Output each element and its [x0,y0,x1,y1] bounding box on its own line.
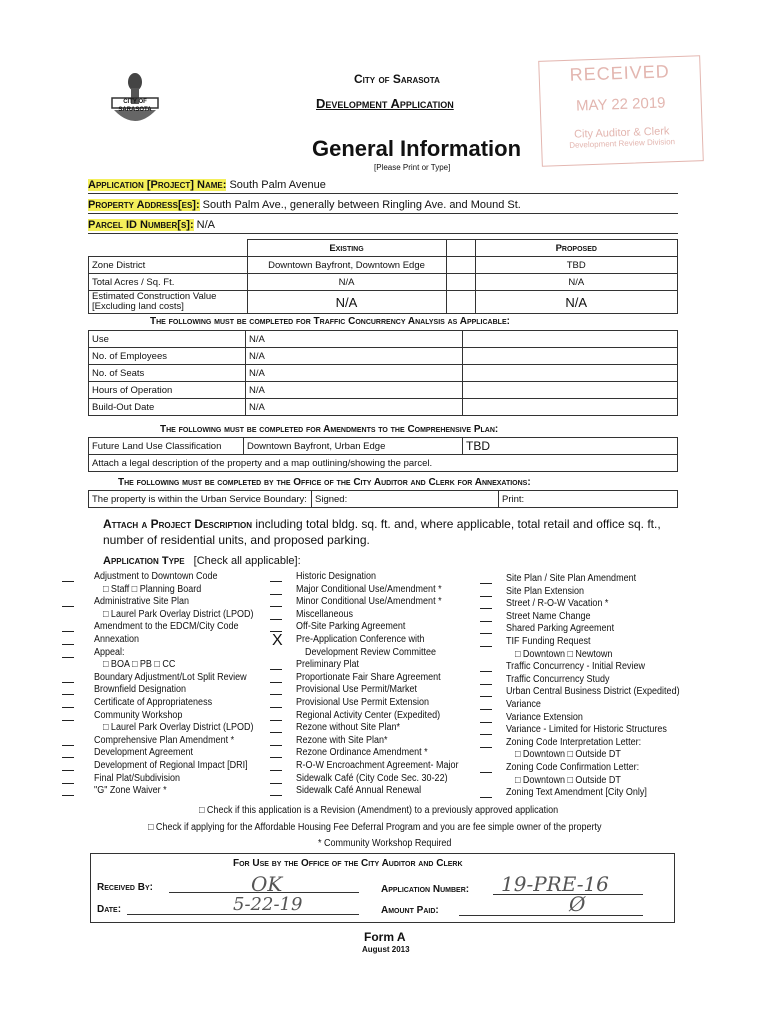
app-type-option[interactable]: □ Laurel Park Overlay District (LPOD) [103,608,254,620]
annex-signed[interactable]: Signed: [312,491,499,508]
check-blank[interactable] [62,694,74,695]
app-type-option[interactable]: "G" Zone Waiver * [94,785,167,797]
col-existing-header: Existing [247,240,446,257]
row-label: Total Acres / Sq. Ft. [89,274,248,291]
zoning-table [88,239,678,314]
check-blank[interactable] [480,696,492,697]
comp-plan-table [88,437,678,472]
app-type-option[interactable]: □ Staff □ Planning Board [103,583,202,595]
app-type-option[interactable]: Site Plan / Site Plan Amendment [506,573,637,584]
stamp-received: RECEIVED [569,61,671,85]
office-heading: For Use by the Office of the City Auditor and Clerk [233,858,463,869]
project-name-row [88,179,678,194]
table-row [89,291,678,314]
project-name-label: Application [Project] Name: [88,179,227,191]
app-type-option[interactable]: Development of Regional Impact [DRI] [94,759,248,771]
app-type-option[interactable]: Zoning Code Interpretation Letter: [506,736,642,748]
annex-print[interactable]: Print: [499,491,678,508]
future-land-use-existing[interactable]: Downtown Bayfront, Urban Edge [244,438,463,455]
check-blank[interactable] [480,797,492,798]
row-label: No. of Seats [89,365,246,382]
app-type-option[interactable]: Regional Activity Center (Expedited) [296,709,441,721]
check-blank[interactable] [480,709,492,710]
check-blank[interactable] [270,682,282,683]
check-blank[interactable] [270,619,282,620]
app-type-column-3 [506,573,680,800]
table-row [89,399,678,416]
table-row [89,274,678,291]
stamp-office: City Auditor & Clerk [573,125,670,141]
check-blank[interactable] [62,644,74,645]
app-type-option[interactable]: Preliminary Plat [296,659,360,671]
app-type-option[interactable]: □ Downtown □ Newtown [515,648,613,660]
check-blank[interactable] [62,770,74,771]
check-blank[interactable] [480,772,492,773]
app-type-option[interactable]: Variance - Limited for Historic Structures [506,724,667,736]
check-blank[interactable] [62,581,74,582]
check-blank[interactable] [480,646,492,647]
office-use-box [90,853,675,923]
app-type-option[interactable]: Traffic Concurrency Study [506,673,610,685]
page-subtitle: [Please Print or Type] [374,163,451,172]
app-type-option[interactable]: R-O-W Encroachment Agreement- Major [296,759,459,771]
app-type-option[interactable]: □ Laurel Park Overlay District (LPOD) [103,722,254,734]
app-type-option[interactable]: Certificate of Appropriateness [94,696,213,708]
future-land-use-label: Future Land Use Classification [89,438,244,455]
app-type-option[interactable]: Rezone without Site Plan* [296,722,401,734]
app-type-column-1 [94,571,253,798]
comp-plan-heading: The following must be completed for Amendments to the Comprehensive Plan: [160,424,499,435]
proposed-value[interactable]: TBD [475,257,678,274]
app-type-option[interactable]: Urban Central Business District (Expedited) [506,686,680,698]
check-blank[interactable] [480,608,492,609]
row-label: Hours of Operation [89,382,246,399]
revision-checkbox[interactable]: □ Check if this application is a Revision (Amendment) to a previously approved application [199,805,559,816]
check-blank[interactable] [480,621,492,622]
app-type-option[interactable]: Street Name Change [506,610,591,622]
amount-paid-label: Amount Paid: [381,905,439,916]
parcel-id-row [88,219,678,234]
app-type-option[interactable]: Traffic Concurrency - Initial Review [506,661,646,673]
app-type-option[interactable]: Shared Parking Agreement [506,623,615,635]
page-title: General Information [312,136,522,161]
check-blank[interactable] [270,757,282,758]
app-type-option[interactable]: Provisional Use Permit/Market [296,684,418,696]
annex-heading: The following must be completed by the Office of the City Auditor and Clerk for Annexations: [118,477,531,488]
row-value[interactable]: N/A [246,348,463,365]
check-blank[interactable] [480,747,492,748]
check-blank[interactable] [480,684,492,685]
app-type-option[interactable]: □ Downtown □ Outside DT [515,749,621,761]
department-name: Development Application [316,96,454,111]
city-name: City of Sarasota [354,72,440,86]
property-address-value[interactable]: South Palm Ave., generally between Ringling Ave. and Mound St. [202,199,521,211]
row-label: Zone District [89,257,248,274]
app-type-option[interactable]: Variance Extension [506,711,583,723]
app-number-value[interactable]: 19-PRE-16 [501,872,609,896]
affordable-checkbox[interactable]: □ Check if applying for the Affordable Housing Fee Deferral Program and you are fee simple owner of the property [148,822,602,833]
check-blank[interactable] [62,783,74,784]
check-blank[interactable] [270,594,282,595]
row-value[interactable]: N/A [246,382,463,399]
app-type-option[interactable]: Major Conditional Use/Amendment * [296,583,442,595]
app-type-option[interactable]: Sidewalk Café (City Code Sec. 30-22) [296,772,448,784]
check-blank[interactable] [270,631,282,632]
received-stamp [538,55,704,167]
check-blank[interactable] [270,694,282,695]
check-blank[interactable] [270,770,282,771]
application-type-label: Application Type [103,555,185,567]
check-blank[interactable] [62,631,74,632]
check-blank[interactable] [480,633,492,634]
app-type-option[interactable]: Miscellaneous [296,608,354,620]
parcel-id-value[interactable]: N/A [196,219,216,231]
app-type-option[interactable]: Minor Conditional Use/Amendment * [296,596,442,608]
app-type-option[interactable]: Site Plan Extension [506,585,585,597]
check-blank[interactable] [270,732,282,733]
application-type-heading [103,555,301,567]
app-number-label: Application Number: [381,884,470,895]
row-label: Build-Out Date [89,399,246,416]
check-blank[interactable] [62,795,74,796]
app-type-option[interactable]: Final Plat/Subdivision [94,772,181,784]
traffic-table [88,330,678,416]
form-label: Form A [364,930,406,944]
stamp-date: MAY 22 2019 [575,94,666,115]
check-blank[interactable] [62,682,74,683]
table-row [89,365,678,382]
check-blank[interactable] [480,583,492,584]
check-blank[interactable] [270,581,282,582]
app-type-option[interactable]: Off-Site Parking Agreement [296,621,406,633]
property-address-label: Property Address[es]: [88,199,200,211]
seal-text: CITY OF SARASOTA [118,99,152,113]
app-type-option[interactable]: Sidewalk Café Annual Renewal [296,785,422,797]
check-blank[interactable] [270,745,282,746]
stamp-division: Development Review Division [569,137,676,150]
app-type-option[interactable]: Development Agreement [94,747,194,759]
app-type-option[interactable]: Amendment to the EDCM/City Code [94,621,239,633]
check-blank[interactable] [62,757,74,758]
app-type-option[interactable]: Proportionate Fair Share Agreement [296,671,441,683]
check-blank[interactable] [62,720,74,721]
app-type-option[interactable]: Administrative Site Plan [94,596,190,608]
app-type-option[interactable]: Brownfield Designation [94,684,187,696]
row-label: Estimated Construction Value [92,291,217,302]
annex-table [88,490,678,508]
existing-value[interactable]: N/A [247,274,446,291]
amount-paid-value[interactable]: Ø [569,892,586,916]
row-label-sub: [Excluding land costs] [92,301,184,312]
attach-description-text: including total bldg. sq. ft. and, where applicable, total retail and office sq. ft., number of residential units, and proposed parking. [103,517,661,547]
check-blank[interactable] [270,795,282,796]
table-row [89,348,678,365]
check-blank[interactable] [270,707,282,708]
existing-value[interactable]: N/A [247,291,446,314]
check-blank[interactable] [480,722,492,723]
app-type-column-2 [296,571,459,798]
date-value[interactable]: 5-22-19 [233,894,303,915]
app-type-option[interactable]: Comprehensive Plan Amendment * [94,734,235,746]
check-blank[interactable] [270,606,282,607]
project-name-value[interactable]: South Palm Avenue [229,179,326,191]
app-type-option[interactable]: Street / R-O-W Vacation * [506,598,609,610]
app-type-option[interactable]: Zoning Text Amendment [City Only] [506,787,647,799]
table-row [89,331,678,348]
app-type-option[interactable]: Adjustment to Downtown Code [94,571,218,582]
app-type-option[interactable]: TIF Funding Request [506,635,591,647]
row-value[interactable]: N/A [246,365,463,382]
row-label: Use [89,331,246,348]
attach-description [103,516,693,548]
app-type-option[interactable]: Pre-Application Conference with [296,633,425,645]
app-type-option[interactable]: Rezone Ordinance Amendment * [296,747,428,759]
workshop-note: * Community Workshop Required [318,838,452,849]
row-label: No. of Employees [89,348,246,365]
check-blank[interactable] [62,657,74,658]
app-type-option[interactable]: □ Downtown □ Outside DT [515,774,621,786]
traffic-heading: The following must be completed for Traffic Concurrency Analysis as Applicable: [150,316,510,327]
attach-description-lead: Attach a Project Description [103,517,252,531]
table-row [89,257,678,274]
app-type-option[interactable]: Rezone with Site Plan* [296,734,388,746]
form-date: August 2013 [362,945,410,954]
app-type-option[interactable]: Appeal: [94,646,125,658]
app-type-option[interactable]: Development Review Committee [305,646,437,658]
check-blank[interactable] [270,783,282,784]
proposed-value[interactable]: N/A [475,291,678,314]
app-type-option[interactable]: Zoning Code Confirmation Letter: [506,761,640,773]
property-address-row [88,199,678,214]
app-type-option[interactable]: Community Workshop [94,709,183,721]
app-type-option[interactable]: Boundary Adjustment/Lot Split Review [94,671,247,683]
app-type-option[interactable]: □ BOA □ PB □ CC [103,659,176,671]
date-label: Date: [97,904,122,915]
attach-legal-note: Attach a legal description of the property and a map outlining/showing the parcel. [89,455,678,472]
check-blank[interactable] [480,671,492,672]
app-type-option[interactable]: Annexation [94,633,140,645]
app-type-option[interactable]: Variance [506,698,541,710]
future-land-use-proposed[interactable]: TBD [463,438,678,455]
app-type-option[interactable]: Provisional Use Permit Extension [296,696,430,708]
check-blank[interactable] [270,669,282,670]
received-by-value[interactable]: OK [251,872,283,896]
check-blank[interactable] [480,734,492,735]
proposed-value[interactable]: N/A [475,274,678,291]
parcel-id-label: Parcel ID Number[s]: [88,219,194,231]
row-value[interactable]: N/A [246,331,463,348]
check-blank[interactable] [270,720,282,721]
existing-value[interactable]: Downtown Bayfront, Downtown Edge [247,257,446,274]
check-blank[interactable] [62,745,74,746]
check-blank[interactable] [480,596,492,597]
received-by-label: Received By: [97,882,153,893]
check-blank[interactable] [62,606,74,607]
urban-service-boundary[interactable]: The property is within the Urban Service Boundary: [89,491,312,508]
check-blank[interactable] [62,707,74,708]
col-proposed-header: Proposed [475,240,678,257]
application-type-note: [Check all applicable]: [193,555,301,567]
checked-preapplication-mark: X [272,632,283,649]
table-row [89,382,678,399]
row-value[interactable]: N/A [246,399,463,416]
city-seal [104,68,166,134]
app-type-option[interactable]: Historic Designation [296,571,377,582]
